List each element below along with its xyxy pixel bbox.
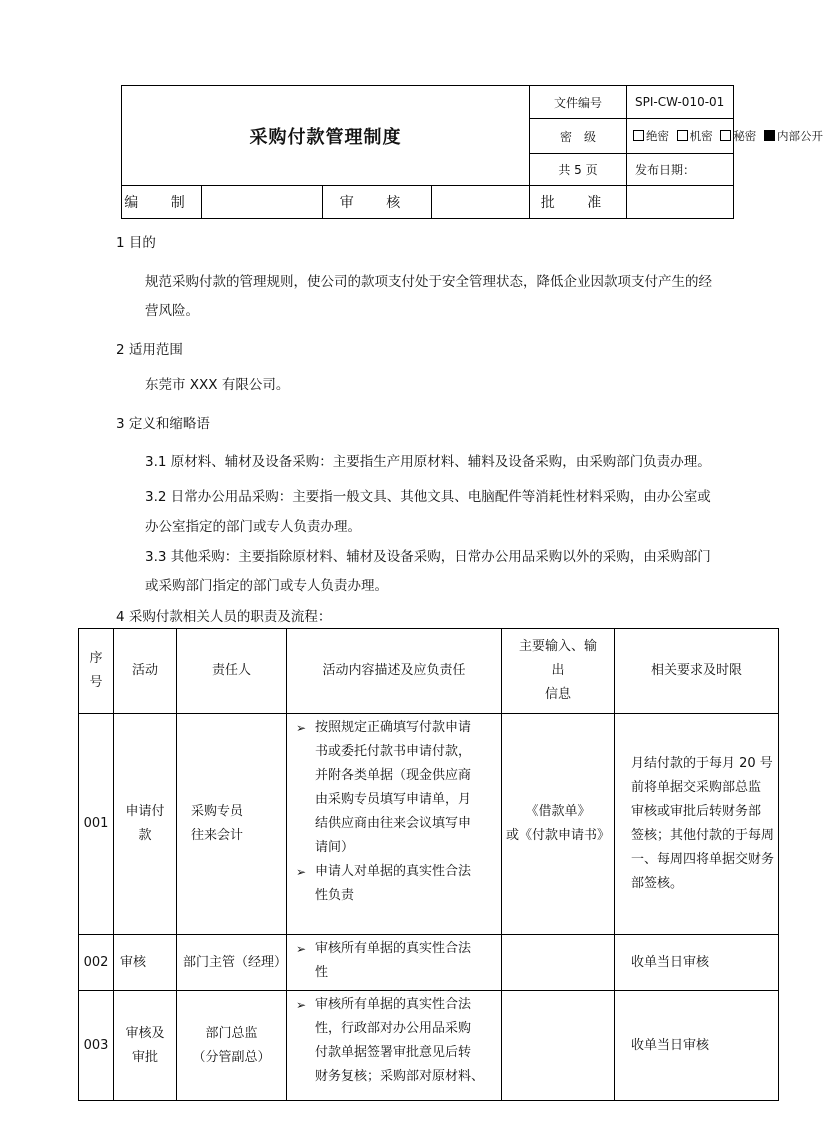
row-req [615, 714, 779, 935]
secret-option: 绝密 [646, 129, 669, 143]
page-count: 共 5 页 [530, 154, 627, 186]
secret-option: 内部公开 [776, 129, 823, 143]
desc-line: 由采购专员填写申请单，月 [315, 792, 472, 807]
doc-no-label: 文件编号 [530, 86, 627, 119]
section-3-2-line1: 3.2 日常办公用品采购：主要指一般文具、其他文具、电脑配件等消耗性材料采购，由办公室或 [145, 489, 711, 505]
row-activity-line: 申请付 [125, 804, 165, 819]
table-row [79, 714, 779, 935]
row-owner-line: 采购专员 [191, 804, 244, 819]
section-4-title: 4 采购付款相关人员的职责及流程： [116, 609, 332, 625]
col-header-io-line: 信息 [544, 687, 571, 702]
desc-line: 性 [315, 965, 329, 980]
row-activity [114, 991, 177, 1101]
col-header-io-line: 主要输入、输 [518, 639, 597, 654]
desc-line: 性负责 [315, 888, 355, 903]
desc-line: 申请人对单据的真实性合法 [315, 864, 472, 879]
desc-line: 性，行政部对办公用品采购 [315, 1021, 472, 1036]
row-activity-line: 款 [138, 828, 152, 843]
unchecked-box-icon [720, 130, 731, 141]
row-owner [177, 714, 287, 935]
doc-no-value: SPI-CW-010-01 [627, 86, 734, 119]
row-owner-line: （分管副总） [192, 1049, 271, 1065]
secret-level-options [627, 119, 823, 154]
approve-label: 批 准 [530, 186, 627, 219]
section-3-title: 3 定义和缩略语 [116, 416, 210, 432]
review-label: 审 核 [323, 186, 432, 219]
req-line: 审核或审批后转财务部 [631, 804, 762, 819]
row-desc [287, 991, 502, 1101]
release-date-label: 发布日期： [627, 154, 734, 186]
arrow-bullet-icon: ➢ [295, 942, 307, 956]
desc-line: 书或委托付款书申请付款， [315, 744, 472, 759]
col-header-desc: 活动内容描述及应负责任 [287, 629, 502, 714]
row-activity-line: 审核及 [125, 1025, 165, 1041]
table-row [79, 991, 779, 1101]
approve-signature-cell [627, 186, 734, 219]
unchecked-box-icon [677, 130, 688, 141]
req-line: 一、每周四将单据交财务 [631, 852, 775, 867]
review-signature-cell [432, 186, 530, 219]
flow-table [78, 628, 779, 1101]
unchecked-box-icon [633, 130, 644, 141]
section-3-2-line2: 办公室指定的部门或专人负责办理。 [145, 519, 361, 535]
req-line: 月结付款的于每月 20 号 [631, 756, 773, 771]
checked-box-icon [764, 130, 775, 141]
arrow-bullet-icon: ➢ [295, 865, 307, 879]
section-3-3-line2: 或采购部门指定的部门或专人负责办理。 [145, 578, 388, 594]
req-line: 签核；其他付款的于每周 [631, 828, 775, 843]
section-3-1: 3.1 原材料、辅材及设备采购：主要指生产用原材料、辅料及设备采购，由采购部门负责办理。 [145, 454, 711, 470]
document-title: 采购付款管理制度 [122, 86, 530, 186]
secret-level-label: 密 级 [530, 119, 627, 154]
row-io-line: 《借款单》 [525, 804, 591, 819]
req-line: 前将单据交采购部总监 [631, 780, 762, 795]
arrow-bullet-icon: ➢ [295, 998, 307, 1012]
desc-line: 审核所有单据的真实性合法 [315, 997, 472, 1012]
row-seq: 002 [79, 935, 114, 991]
section-2-title: 2 适用范围 [116, 342, 183, 358]
col-header-io-line: 出 [551, 663, 565, 678]
req-line: 部签核。 [631, 876, 684, 891]
col-header-io [502, 629, 615, 714]
col-header-activity: 活动 [114, 629, 177, 714]
row-io [502, 991, 615, 1101]
row-seq: 001 [79, 714, 114, 935]
section-1-body-line1: 规范采购付款的管理规则，使公司的款项支付处于安全管理状态，降低企业因款项支付产生的经 [145, 274, 712, 290]
desc-bullet-item [287, 860, 501, 908]
row-activity [114, 714, 177, 935]
row-io [502, 714, 615, 935]
row-owner-line: 往来会计 [191, 828, 244, 843]
secret-option: 秘密 [733, 129, 757, 143]
row-activity-line: 审批 [131, 1049, 158, 1065]
row-activity: 审核 [114, 935, 177, 991]
row-desc [287, 935, 502, 991]
row-io [502, 935, 615, 991]
section-2-body: 东莞市 XXX 有限公司。 [145, 377, 290, 393]
desc-line: 审核所有单据的真实性合法 [315, 941, 472, 956]
row-owner-line: 部门总监 [205, 1025, 258, 1041]
desc-line: 按照规定正确填写付款申请 [315, 720, 472, 735]
col-header-seq [79, 629, 114, 714]
row-req: 收单当日审核 [615, 935, 779, 991]
col-header-req: 相关要求及时限 [615, 629, 779, 714]
desc-bullet-item [287, 716, 501, 860]
desc-line: 结供应商由往来会议填写申 [315, 816, 472, 831]
compile-label: 编 制 [122, 186, 202, 219]
header-table [121, 85, 823, 219]
secret-option: 机密 [689, 129, 713, 143]
table-row [79, 935, 779, 991]
row-owner [177, 991, 287, 1101]
desc-line: 财务复核；采购部对原材料、 [315, 1069, 485, 1084]
col-header-owner: 责任人 [177, 629, 287, 714]
desc-bullet-item [287, 993, 501, 1089]
arrow-bullet-icon: ➢ [295, 721, 307, 735]
col-header-seq-text: 序号 [89, 651, 103, 690]
desc-bullet-item [287, 937, 501, 985]
desc-line: 并附各类单据（现金供应商 [315, 768, 472, 783]
row-io-line: 或《付款申请书》 [505, 828, 610, 843]
row-desc [287, 714, 502, 935]
section-1-title: 1 目的 [116, 235, 156, 251]
row-seq: 003 [79, 991, 114, 1101]
row-req: 收单当日审核 [615, 991, 779, 1101]
section-1-body-line2: 营风险。 [145, 303, 199, 319]
compile-signature-cell [202, 186, 323, 219]
row-owner: 部门主管（经理） [177, 935, 287, 991]
desc-line: 付款单据签署审批意见后转 [315, 1045, 472, 1060]
section-3-3-line1: 3.3 其他采购：主要指除原材料、辅材及设备采购，日常办公用品采购以外的采购，由采购部门 [145, 549, 711, 565]
desc-line: 请间） [315, 840, 355, 855]
